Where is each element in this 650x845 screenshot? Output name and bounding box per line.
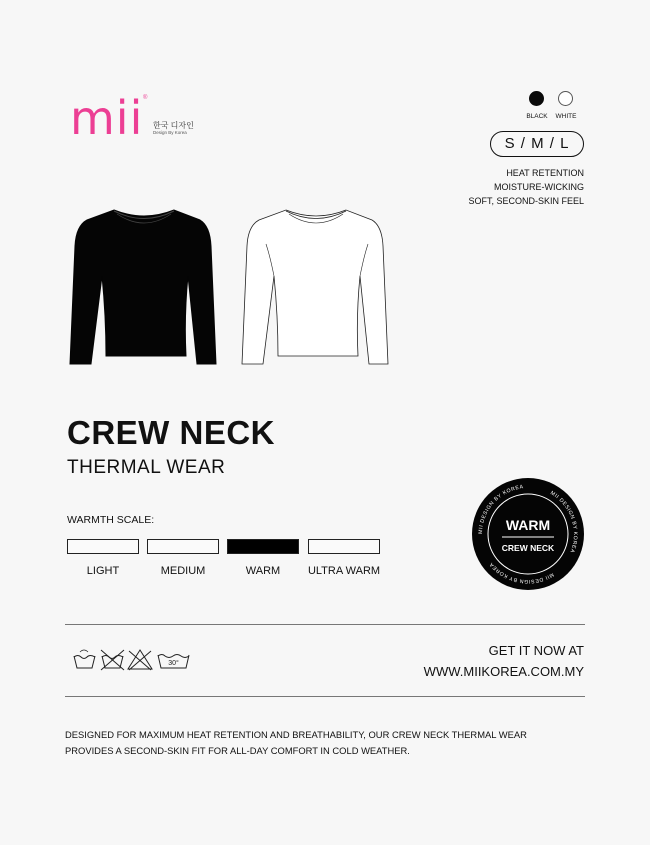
size-options[interactable]: S / M / L	[490, 131, 584, 157]
black-shirt-illustration	[66, 206, 222, 368]
color-swatch-white[interactable]	[558, 91, 573, 106]
warmth-box-medium	[147, 539, 219, 554]
logo-tagline: Design By Korea	[153, 130, 187, 135]
registered-mark: ®	[143, 95, 148, 101]
logo-wordmark: mii	[70, 91, 144, 145]
care-icons	[72, 648, 194, 677]
badge-ring-text-3: MII DESIGN BY KOREA	[488, 560, 555, 585]
badge-ring-text-2: MII DESIGN BY KOREA	[549, 490, 579, 554]
warmth-box-ultra-warm	[308, 539, 380, 554]
description-line: DESIGNED FOR MAXIMUM HEAT RETENTION AND BREATHABILITY, OUR CREW NECK THERMAL WEAR	[65, 729, 527, 740]
wash-temperature: 30°	[168, 660, 179, 667]
cta-url-link[interactable]: WWW.MIIKOREA.COM.MY	[423, 664, 584, 679]
description-line: PROVIDES A SECOND-SKIN FIT FOR ALL-DAY COMFORT IN COLD WEATHER.	[65, 745, 410, 756]
divider-bottom	[65, 696, 585, 697]
white-shirt-illustration	[238, 206, 394, 368]
warm-badge	[472, 478, 584, 590]
divider-top	[65, 624, 585, 625]
cta-heading: GET IT NOW AT	[488, 643, 584, 658]
wash-30-icon	[74, 650, 95, 668]
feature-item: MOISTURE-WICKING	[494, 182, 584, 192]
badge-main-text: WARM	[505, 517, 551, 533]
warmth-box-light	[67, 539, 139, 554]
warmth-label-light: LIGHT	[86, 565, 120, 577]
color-label-black: BLACK	[526, 113, 548, 120]
no-bleach-icon	[128, 650, 152, 670]
logo-subtext	[153, 121, 213, 136]
warmth-label-ultra-warm: ULTRA WARM	[307, 565, 381, 577]
feature-list	[468, 166, 584, 208]
no-tumble-dry-icon	[101, 650, 124, 670]
badge-ring-text-1: MII DESIGN BY KOREA	[477, 484, 525, 535]
warmth-label-medium: MEDIUM	[160, 565, 206, 577]
color-label-white: WHITE	[555, 113, 577, 120]
warmth-scale-label: WARMTH SCALE:	[67, 514, 155, 526]
product-title: CREW NECK	[67, 414, 275, 451]
product-subtitle: THERMAL WEAR	[67, 457, 226, 478]
color-swatch-black[interactable]	[529, 91, 544, 106]
product-description	[65, 727, 605, 759]
feature-item: HEAT RETENTION	[506, 168, 584, 178]
logo-korean-text: 한국 디자인	[153, 121, 194, 130]
badge-sub-text: CREW NECK	[501, 543, 555, 553]
badge-outer-circle	[472, 478, 584, 590]
warmth-label-warm: WARM	[245, 565, 281, 577]
warmth-box-warm	[227, 539, 299, 554]
brand-logo	[70, 91, 194, 145]
feature-item: SOFT, SECOND-SKIN FEEL	[468, 196, 584, 206]
